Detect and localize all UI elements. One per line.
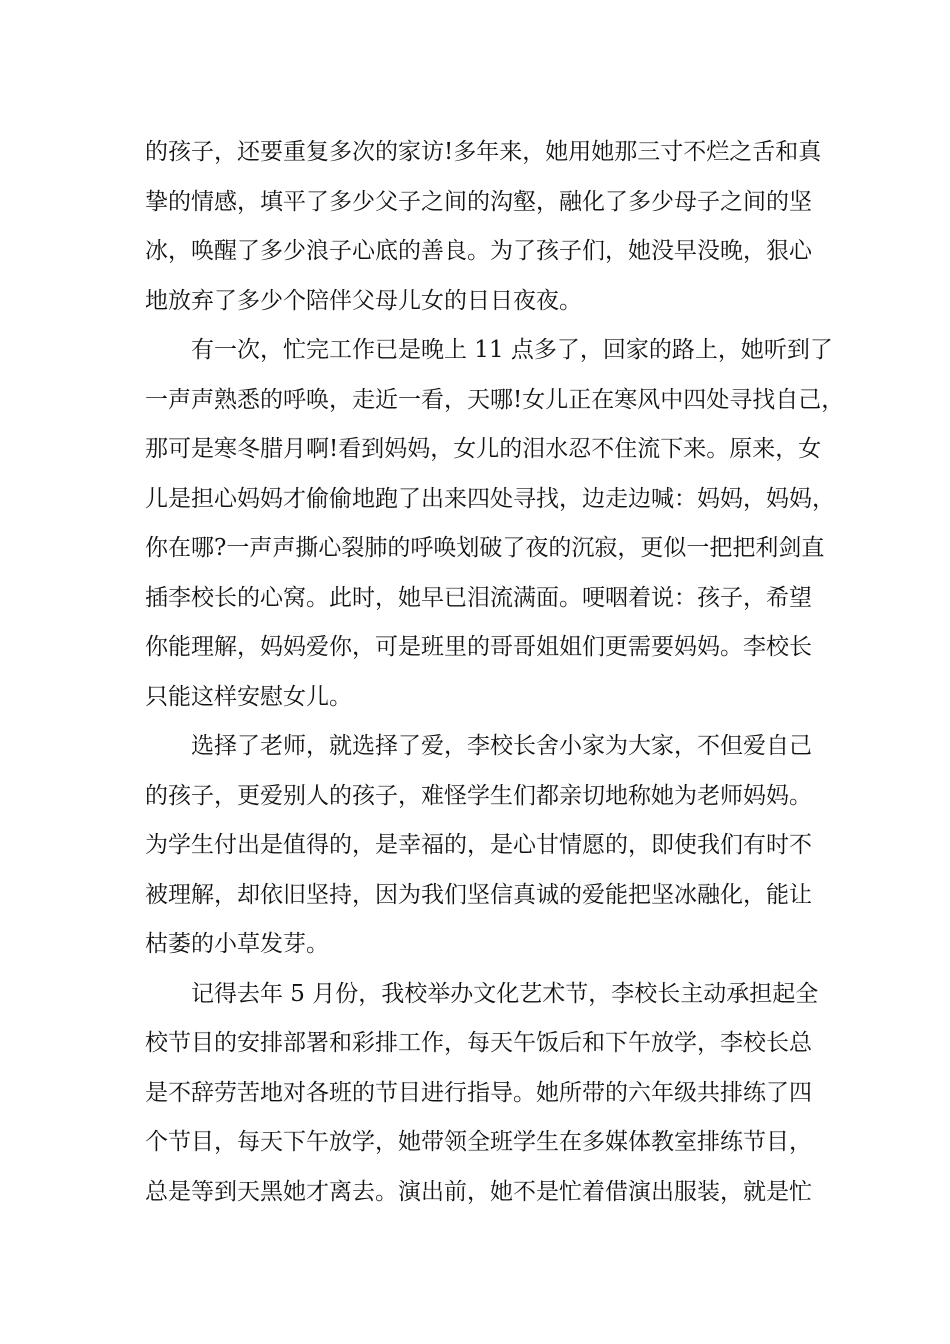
text-line: 挚的情感，填平了多少父子之间的沟壑，融化了多少母子之间的坚 [145,188,812,215]
text-line: 插李校长的心窝。此时，她早已泪流满面。哽咽着说：孩子，希望 [145,584,812,611]
text-line: 那可是寒冬腊月啊!看到妈妈，女儿的泪水忍不住流下来。原来，女 [145,436,822,462]
text-line: 儿是担心妈妈才偷偷地跑了出来四处寻找，边走边喊：妈妈，妈妈， [145,485,835,512]
text-line: 的孩子，还要重复多次的家访!多年来，她用她那三寸不烂之舌和真 [145,139,822,165]
text-line: 有一次，忙完工作已是晚上 11 点多了，回家的路上，她听到了 [145,337,833,363]
text-line: 个节目，每天下午放学，她带领全班学生在多媒体教室排练节目， [145,1129,812,1155]
text-line: 你能理解，妈妈爱你，可是班里的哥哥姐姐们更需要妈妈。李校长 [145,634,812,660]
body-text [145,128,845,1217]
text-line: 你在哪?一声声撕心裂肺的呼唤划破了夜的沉寂，更似一把把利剑直 [145,535,825,561]
text-line: 是不辞劳苦地对各班的节目进行指导。她所带的六年级共排练了四 [145,1079,812,1106]
paragraph-3 [145,722,810,970]
paragraph-1 [145,128,822,326]
text-line: 枯萎的小草发芽。 [145,931,329,957]
text-line: 校节目的安排部署和彩排工作，每天午饭后和下午放学，李校长总 [145,1030,812,1056]
text-line: 一声声熟悉的呼唤，走近一看，天哪!女儿正在寒风中四处寻找自己， [145,386,845,413]
text-line: 的孩子，更爱别人的孩子，难怪学生们都亲切地称她为老师妈妈。 [145,782,812,809]
text-line: 选择了老师，就选择了爱，李校长舍小家为大家，不但爱自己 [145,733,812,759]
text-line: 总是等到天黑她才离去。演出前，她不是忙着借演出服装，就是忙 [145,1178,812,1205]
paragraph-2 [145,326,845,722]
text-line: 地放弃了多少个陪伴父母儿女的日日夜夜。 [145,287,582,314]
text-line: 记得去年 5 月份，我校举办文化艺术节，李校长主动承担起全 [145,980,819,1007]
text-line: 只能这样安慰女儿。 [145,683,352,710]
paragraph-4 [145,970,819,1218]
text-line: 冰，唤醒了多少浪子心底的善良。为了孩子们，她没早没晚，狠心 [145,238,812,264]
text-line: 为学生付出是值得的，是幸福的，是心甘情愿的，即使我们有时不 [145,832,812,858]
text-line: 被理解，却依旧坚持，因为我们坚信真诚的爱能把坚冰融化，能让 [145,881,812,908]
